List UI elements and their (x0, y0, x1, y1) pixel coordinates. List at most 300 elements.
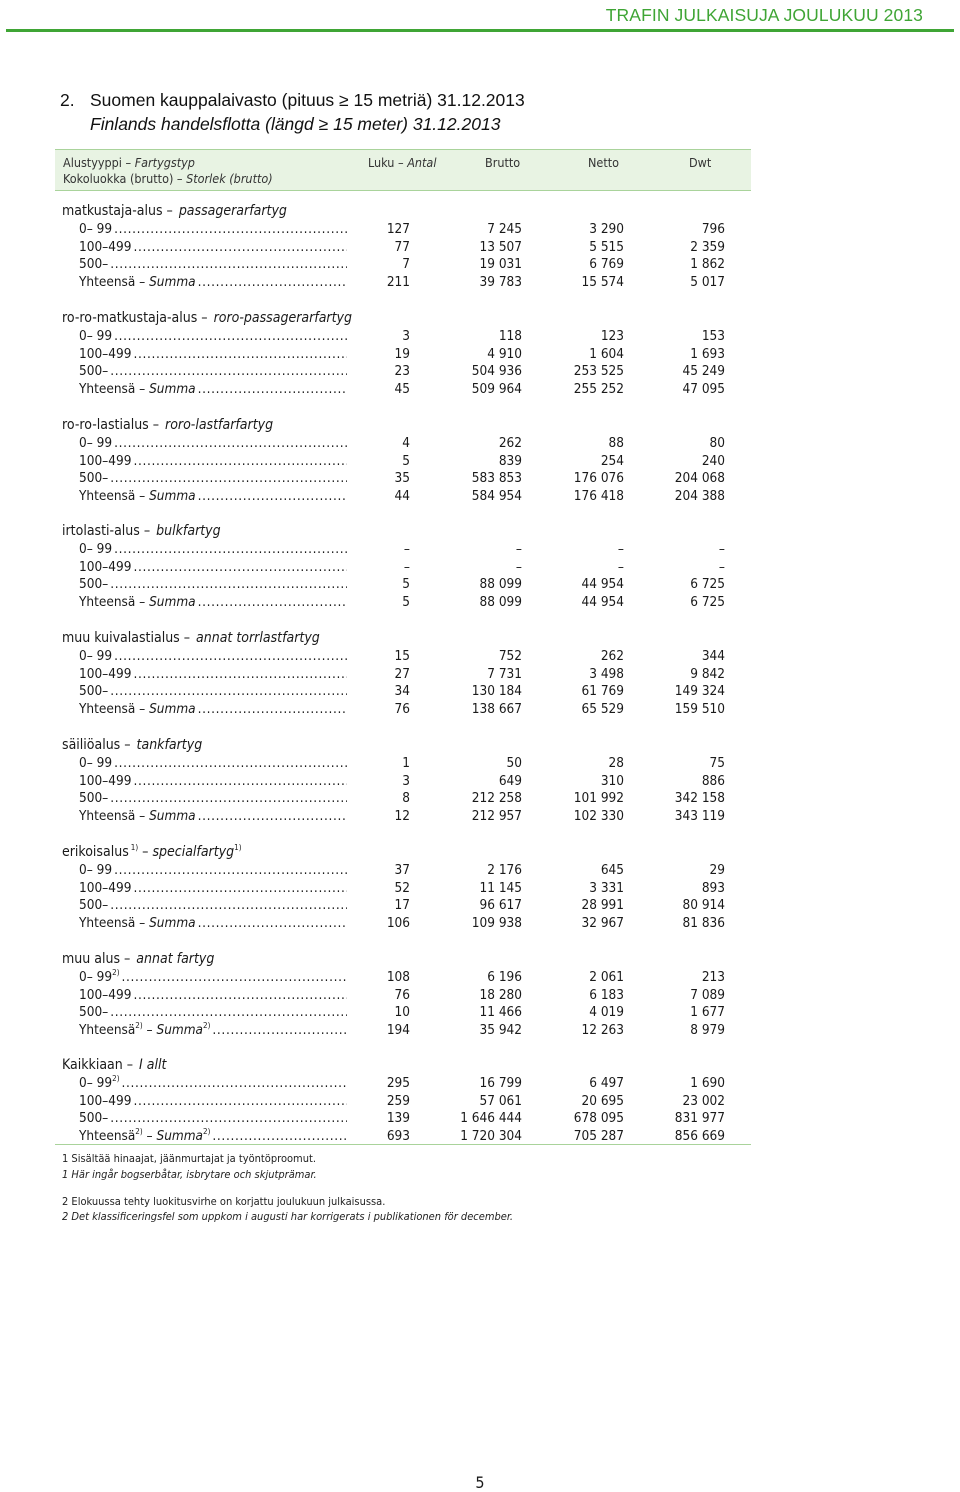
cell-gross: 504 936 (471, 363, 522, 379)
cell-net: 44 954 (581, 576, 624, 592)
leader-dots (114, 221, 347, 237)
cell-count: 76 (394, 701, 410, 717)
cell-count: 108 (386, 969, 410, 985)
cell-net: 176 418 (573, 488, 624, 504)
cell-gross: 96 617 (479, 897, 522, 913)
cell-dwt: 159 510 (674, 701, 725, 717)
size-class-label (79, 896, 347, 914)
cell-dwt: 7 089 (690, 987, 725, 1003)
table-row (0, 345, 760, 363)
size-class-fi: 0– 99 (79, 328, 113, 344)
size-class-sv: Summa (156, 1022, 204, 1038)
cell-count: 17 (394, 897, 410, 913)
group-name (62, 950, 462, 968)
leader-dots (133, 239, 347, 255)
group-name-sv: annat torrlastfartyg (196, 630, 320, 646)
footnote-marker: 2) (135, 1127, 143, 1136)
cell-net: 255 252 (573, 381, 624, 397)
size-class-text (79, 915, 198, 931)
cell-net: 123 (600, 328, 624, 344)
group-name-fi: matkustaja-alus – (62, 203, 177, 219)
size-class-text (79, 648, 114, 664)
size-class-text (79, 1110, 110, 1126)
size-class-label (79, 700, 347, 718)
size-class-fi: 500– (79, 470, 109, 486)
cell-dwt: 6 725 (690, 594, 725, 610)
leader-dots (212, 1128, 347, 1144)
cell-dwt: 6 725 (690, 576, 725, 592)
size-class-text (79, 862, 114, 878)
cell-gross: 118 (498, 328, 522, 344)
cell-gross: 19 031 (479, 256, 522, 272)
header-count-fi: Luku – (368, 155, 408, 170)
leader-dots (133, 346, 347, 362)
section-title (60, 88, 525, 136)
table-row (0, 255, 760, 273)
title-fi-part: 15 metriä) 31.12.2013 (348, 90, 525, 110)
leader-dots (114, 755, 347, 771)
leader-dots (198, 381, 347, 397)
table-row (0, 1109, 760, 1127)
size-class-label (79, 558, 347, 576)
size-class-fi: 0– 99 (79, 435, 113, 451)
size-class-label (79, 861, 347, 879)
cell-count: 37 (394, 862, 410, 878)
table-row (0, 238, 760, 256)
size-class-label (79, 1092, 347, 1110)
size-class-fi: 0– 99 (79, 221, 113, 237)
table-row (0, 789, 760, 807)
cell-count: 77 (394, 239, 410, 255)
size-class-label (79, 362, 347, 380)
table-row (0, 1092, 760, 1110)
table-row (0, 879, 760, 897)
cell-count: 1 (402, 755, 410, 771)
cell-dwt: 343 119 (674, 808, 725, 824)
total-row (0, 593, 760, 611)
size-class-fi: 0– 99 (79, 541, 113, 557)
cell-dwt: 45 249 (682, 363, 725, 379)
size-class-fi: Yhteensä – (79, 274, 150, 290)
cell-net: 28 (608, 755, 624, 771)
cell-dwt: 1 677 (690, 1004, 725, 1020)
group-name-sv: tankfartyg (136, 737, 203, 753)
cell-gross: 18 280 (479, 987, 522, 1003)
cell-net: 310 (600, 773, 624, 789)
size-class-label (79, 789, 347, 807)
group-name-fi: Kaikkiaan – (62, 1057, 138, 1073)
group-heading (0, 202, 760, 220)
size-class-text (79, 880, 133, 896)
table-row (0, 861, 760, 879)
cell-gross: 130 184 (471, 683, 522, 699)
leader-dots (133, 1093, 347, 1109)
group-name-fi: irtolasti-alus – (62, 523, 155, 539)
cell-gross: 6 196 (487, 969, 522, 985)
table-row (0, 665, 760, 683)
cell-count: 194 (386, 1022, 410, 1038)
cell-dwt: 9 842 (690, 666, 725, 682)
cell-dwt: 80 914 (682, 897, 725, 913)
footnote-1-fi: 1 Sisältää hinaajat, jäänmurtajat ja työntöproomut. (62, 1152, 316, 1165)
size-class-fi: Yhteensä – (79, 808, 150, 824)
header-type-fi: Alustyyppi – (63, 155, 135, 170)
cell-count: 34 (394, 683, 410, 699)
group-name (62, 202, 462, 220)
cell-count: 3 (402, 773, 410, 789)
size-class-label (79, 380, 347, 398)
group-name (62, 522, 462, 540)
cell-net: – (617, 559, 624, 575)
dash: – (142, 1022, 157, 1038)
leader-dots (133, 559, 347, 575)
cell-gross: 88 099 (479, 576, 522, 592)
size-class-label (79, 434, 347, 452)
cell-gross: 212 258 (471, 790, 522, 806)
cell-gross: – (515, 541, 522, 557)
table-row (0, 362, 760, 380)
size-class-text (79, 1022, 212, 1038)
cell-dwt: 342 158 (674, 790, 725, 806)
size-class-fi: 100–499 (79, 987, 132, 1003)
header-gross: Brutto (485, 155, 521, 170)
size-class-text (79, 1128, 212, 1144)
group-name (62, 416, 462, 434)
cell-net: 15 574 (581, 274, 624, 290)
section-title-fi (60, 88, 525, 112)
table-row (0, 754, 760, 772)
size-class-sv: Summa (149, 381, 196, 397)
total-row (0, 807, 760, 825)
size-class-label (79, 487, 347, 505)
cell-gross: 7 731 (487, 666, 522, 682)
total-row (0, 1021, 760, 1039)
size-class-label (79, 772, 347, 790)
size-class-text (79, 470, 110, 486)
cell-net: 645 (600, 862, 624, 878)
leader-dots (198, 594, 347, 610)
header-count (368, 155, 436, 171)
leader-dots (198, 488, 347, 504)
cell-gross: 1 720 304 (460, 1128, 522, 1144)
size-class-sv: Summa (149, 915, 196, 931)
cell-count: 19 (394, 346, 410, 362)
cell-count: 76 (394, 987, 410, 1003)
size-class-label (79, 273, 347, 291)
group-heading (0, 1056, 760, 1074)
size-class-text (79, 559, 133, 575)
size-class-text (79, 328, 114, 344)
size-class-fi: 100–499 (79, 880, 132, 896)
size-class-label (79, 647, 347, 665)
cell-dwt: – (718, 559, 725, 575)
title-sv-part: Finlands handelsflotta (längd (90, 114, 319, 134)
total-row (0, 380, 760, 398)
leader-dots (114, 648, 347, 664)
leader-dots (133, 666, 347, 682)
leader-dots (110, 1004, 347, 1020)
size-class-text (79, 221, 114, 237)
group-heading (0, 522, 760, 540)
cell-net: 61 769 (581, 683, 624, 699)
size-class-label (79, 682, 347, 700)
section-number: 2. (60, 90, 75, 110)
cell-dwt: 1 862 (690, 256, 725, 272)
size-class-label (79, 1127, 347, 1145)
size-class-text (79, 969, 122, 985)
header-divider (6, 29, 954, 32)
size-class-sv: Summa (149, 488, 196, 504)
table-row (0, 558, 760, 576)
cell-gross: 138 667 (471, 701, 522, 717)
size-class-fi: 100–499 (79, 453, 132, 469)
group-name-fi: muu kuivalastialus – (62, 630, 195, 646)
cell-count: – (403, 541, 410, 557)
table-header (55, 149, 751, 191)
leader-dots (198, 808, 347, 824)
cell-net: 20 695 (581, 1093, 624, 1109)
cell-net: 705 287 (573, 1128, 624, 1144)
size-class-text (79, 683, 110, 699)
size-class-fi: 100–499 (79, 773, 132, 789)
group-heading (0, 629, 760, 647)
table-row (0, 1074, 760, 1092)
cell-gross: – (515, 559, 522, 575)
cell-net: 3 498 (589, 666, 624, 682)
size-class-fi: 500– (79, 256, 109, 272)
size-class-text (79, 1093, 133, 1109)
ge-symbol: ≥ (318, 114, 329, 134)
group-name (62, 309, 462, 327)
leader-dots (212, 1022, 347, 1038)
leader-dots (114, 435, 347, 451)
leader-dots (110, 576, 347, 592)
size-class-text (79, 576, 110, 592)
size-class-fi: 500– (79, 1004, 109, 1020)
leader-dots (133, 987, 347, 1003)
cell-gross: 50 (506, 755, 522, 771)
cell-gross: 88 099 (479, 594, 522, 610)
leader-dots (122, 969, 348, 985)
size-class-fi: 0– 99 (79, 648, 113, 664)
group-name-sv: passagerarfartyg (178, 203, 287, 219)
cell-net: – (617, 541, 624, 557)
size-class-label (79, 575, 347, 593)
cell-gross: 39 783 (479, 274, 522, 290)
cell-dwt: 796 (701, 221, 725, 237)
size-class-label (79, 914, 347, 932)
size-class-text (79, 453, 133, 469)
cell-gross: 2 176 (487, 862, 522, 878)
footnote-2-fi: 2 Elokuussa tehty luokitusvirhe on korjattu joulukuun julkaisussa. (62, 1195, 386, 1208)
cell-net: 3 331 (589, 880, 624, 896)
total-row (0, 914, 760, 932)
size-class-fi: 0– 99 (79, 755, 113, 771)
group-heading (0, 416, 760, 434)
size-class-fi: Yhteensä (79, 1022, 136, 1038)
size-class-text (79, 1075, 122, 1091)
cell-dwt: – (718, 541, 725, 557)
cell-gross: 752 (498, 648, 522, 664)
size-class-text (79, 363, 110, 379)
size-class-label (79, 327, 347, 345)
size-class-fi: 100–499 (79, 666, 132, 682)
cell-dwt: 23 002 (682, 1093, 725, 1109)
size-class-label (79, 452, 347, 470)
header-size (63, 171, 273, 187)
group-name-sv: annat fartyg (136, 951, 215, 967)
cell-net: 44 954 (581, 594, 624, 610)
group-name-fi: erikoisalus (62, 844, 129, 860)
size-class-text (79, 274, 198, 290)
size-class-fi: 500– (79, 897, 109, 913)
leader-dots (133, 773, 347, 789)
size-class-sv: Summa (149, 701, 196, 717)
group-name (62, 843, 462, 861)
size-class-label (79, 220, 347, 238)
header-type-sv: Fartygstyp (134, 155, 195, 170)
cell-gross: 583 853 (471, 470, 522, 486)
size-class-text (79, 666, 133, 682)
cell-net: 2 061 (589, 969, 624, 985)
table-row (0, 434, 760, 452)
size-class-sv: Summa (156, 1128, 204, 1144)
size-class-fi: 500– (79, 790, 109, 806)
header-count-sv: Antal (407, 155, 437, 170)
cell-dwt: 831 977 (674, 1110, 725, 1126)
leader-dots (133, 453, 347, 469)
table-row (0, 682, 760, 700)
title-fi-part: Suomen kauppalaivasto (pituus (90, 90, 340, 110)
cell-net: 102 330 (573, 808, 624, 824)
cell-dwt: 886 (701, 773, 725, 789)
cell-net: 6 497 (589, 1075, 624, 1091)
cell-net: 6 769 (589, 256, 624, 272)
title-sv-part: 15 meter) 31.12.2013 (328, 114, 501, 134)
cell-gross: 1 646 444 (460, 1110, 522, 1126)
size-class-text (79, 239, 133, 255)
cell-count: 45 (394, 381, 410, 397)
cell-dwt: 47 095 (682, 381, 725, 397)
cell-count: 3 (402, 328, 410, 344)
leader-dots (198, 701, 347, 717)
size-class-text (79, 808, 198, 824)
size-class-text (79, 594, 198, 610)
table-row (0, 220, 760, 238)
group-heading (0, 843, 760, 861)
cell-net: 4 019 (589, 1004, 624, 1020)
cell-gross: 4 910 (487, 346, 522, 362)
size-class-sv: Summa (149, 808, 196, 824)
cell-dwt: 153 (701, 328, 725, 344)
leader-dots (110, 256, 347, 272)
size-class-fi: 0– 99 (79, 969, 113, 985)
dash: – (138, 844, 153, 860)
cell-dwt: 75 (709, 755, 725, 771)
cell-count: 139 (386, 1110, 410, 1126)
group-name-sv: I allt (139, 1057, 167, 1073)
footnote-marker: 2) (203, 1021, 211, 1030)
header-size-fi: Kokoluokka (brutto) – (63, 171, 187, 186)
cell-dwt: 1 690 (690, 1075, 725, 1091)
page-number: 5 (475, 1473, 485, 1492)
size-class-label (79, 1074, 347, 1092)
cell-net: 262 (600, 648, 624, 664)
size-class-text (79, 435, 114, 451)
size-class-fi: Yhteensä – (79, 381, 150, 397)
group-name-sv: specialfartyg (152, 844, 235, 860)
group-heading (0, 736, 760, 754)
cell-count: 10 (394, 1004, 410, 1020)
size-class-text (79, 541, 114, 557)
total-row (0, 1127, 760, 1145)
size-class-fi: 100–499 (79, 1093, 132, 1109)
table-row (0, 772, 760, 790)
leader-dots (114, 328, 347, 344)
cell-gross: 16 799 (479, 1075, 522, 1091)
cell-gross: 11 466 (479, 1004, 522, 1020)
cell-dwt: 213 (701, 969, 725, 985)
cell-gross: 13 507 (479, 239, 522, 255)
table-row (0, 327, 760, 345)
size-class-text (79, 773, 133, 789)
group-name-fi: muu alus – (62, 951, 135, 967)
group-name (62, 1056, 462, 1074)
group-name-sv: bulkfartyg (156, 523, 221, 539)
cell-count: 693 (386, 1128, 410, 1144)
size-class-fi: Yhteensä – (79, 701, 150, 717)
ge-symbol: ≥ (339, 90, 349, 110)
cell-count: 5 (402, 576, 410, 592)
cell-count: – (403, 559, 410, 575)
group-name-sv: roro-lastfarfartyg (165, 417, 274, 433)
footnote-marker: 2) (135, 1021, 143, 1030)
table-bottom-rule (55, 1144, 751, 1145)
table-row (0, 469, 760, 487)
cell-dwt: 149 324 (674, 683, 725, 699)
cell-count: 27 (394, 666, 410, 682)
cell-gross: 262 (498, 435, 522, 451)
footnote-marker: 1) (234, 843, 242, 852)
leader-dots (110, 790, 347, 806)
total-row (0, 700, 760, 718)
size-class-fi: 100–499 (79, 559, 132, 575)
cell-count: 23 (394, 363, 410, 379)
cell-dwt: 1 693 (690, 346, 725, 362)
cell-dwt: 5 017 (690, 274, 725, 290)
table-row (0, 986, 760, 1004)
cell-dwt: 240 (701, 453, 725, 469)
size-class-label (79, 238, 347, 256)
size-class-fi: 100–499 (79, 239, 132, 255)
leader-dots (110, 1110, 347, 1126)
footnote-marker: 2) (203, 1127, 211, 1136)
cell-gross: 35 942 (479, 1022, 522, 1038)
size-class-label (79, 1109, 347, 1127)
cell-count: 8 (402, 790, 410, 806)
size-class-label (79, 540, 347, 558)
cell-dwt: 81 836 (682, 915, 725, 931)
cell-count: 295 (386, 1075, 410, 1091)
size-class-label (79, 345, 347, 363)
table-row (0, 540, 760, 558)
size-class-text (79, 897, 110, 913)
cell-count: 15 (394, 648, 410, 664)
size-class-label (79, 1003, 347, 1021)
cell-count: 127 (386, 221, 410, 237)
cell-dwt: 856 669 (674, 1128, 725, 1144)
size-class-label (79, 986, 347, 1004)
